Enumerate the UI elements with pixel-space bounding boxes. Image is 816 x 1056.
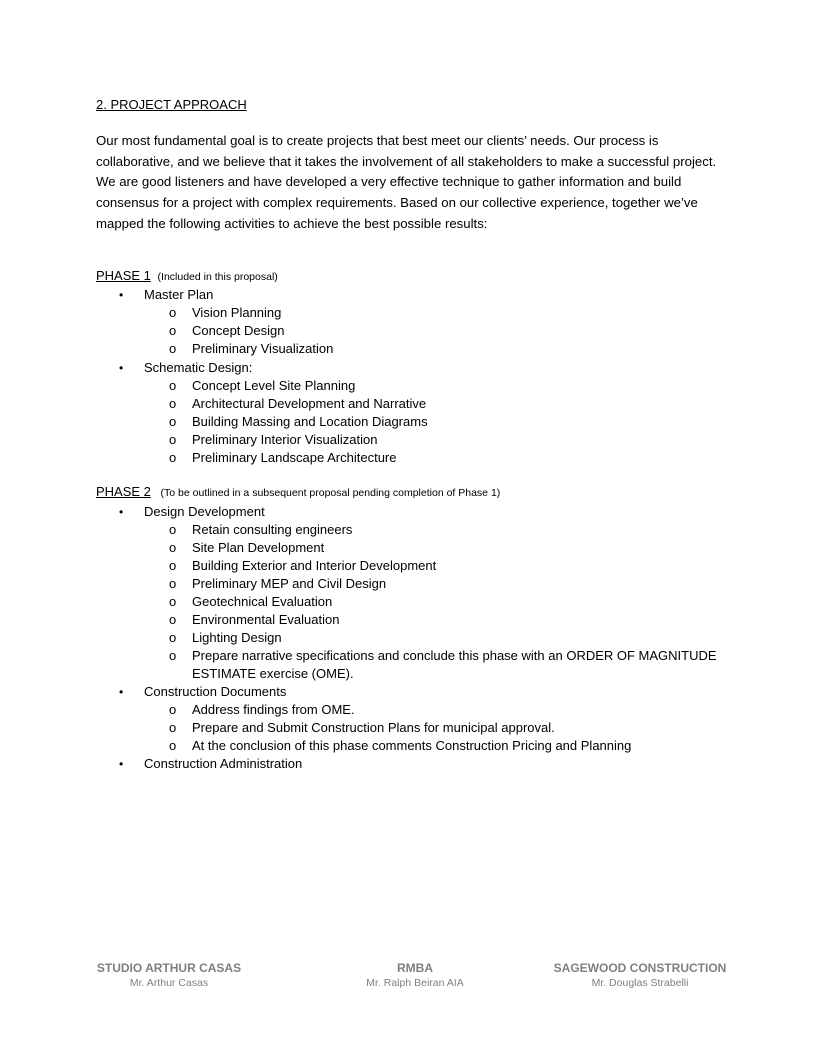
bullet-icon: • [119,288,124,302]
item-label: Design Development [144,504,265,519]
sub-list-item: o Preliminary Visualization [169,341,334,356]
sub-bullet-icon: o [169,630,177,645]
sub-list-item: o Concept Level Site Planning [169,378,356,393]
intro-paragraph: Our most fundamental goal is to create projects that best meet our clients’ needs. Our process is collaborative, and we believe that it takes the involvement of all stakeholders to make a successful project. We are good listeners and have developed a very effective technique to gather information and build consensus for a project with complex requirements. Based on our collective experience, together we’ve mapped the following activities to achieve the best possible results: [96,133,717,231]
sub-bullet-icon: o [169,702,177,717]
sub-list [144,701,726,755]
sub-list-item: o Building Exterior and Interior Development [169,558,437,573]
sub-bullet-icon: o [169,378,177,393]
sub-list-item: o Site Plan Development [169,540,325,555]
sub-bullet-icon: o [169,414,177,429]
sub-bullet-icon: o [169,450,177,465]
item-label: Construction Administration [144,756,303,771]
list-item [96,755,726,773]
phase2-title: PHASE 2 [96,484,151,499]
sub-bullet-icon: o [169,341,177,356]
sub-bullet-icon: o [169,720,177,735]
list-item [96,359,726,467]
phase1-header [96,268,278,283]
sub-bullet-icon: o [169,612,177,627]
bullet-icon: • [119,505,124,519]
sub-list-item: o Prepare narrative specifications and conclude this phase with an ORDER OF MAGNITUDE ESTIMATE exercise (OME). [169,648,717,681]
footer-company-person: Mr. Arthur Casas [129,977,209,989]
sub-list-item: o At the conclusion of this phase comments Construction Pricing and Planning [169,738,632,753]
sub-list-item: o Building Massing and Location Diagrams [169,414,428,429]
sub-bullet-icon: o [169,396,177,411]
sub-list-item: o Architectural Development and Narrative [169,396,427,411]
sub-bullet-icon: o [169,558,177,573]
sub-list-item: o Concept Design [169,323,285,338]
list-item [96,503,726,683]
sub-bullet-icon: o [169,305,177,320]
phase1-note: (Included in this proposal) [157,271,278,283]
sub-bullet-icon: o [169,648,177,663]
phase1-list [96,286,726,467]
sub-bullet-icon: o [169,323,177,338]
list-item [96,683,726,755]
sub-bullet-icon: o [169,576,177,591]
sub-list-item: o Prepare and Submit Construction Plans for municipal approval. [169,720,555,735]
sub-list-item: o Preliminary MEP and Civil Design [169,576,387,591]
item-label: Master Plan [144,287,214,302]
section-heading: 2. PROJECT APPROACH [96,97,247,112]
footer-company-name: RMBA [397,961,433,975]
footer-company-name: SAGEWOOD CONSTRUCTION [553,961,727,975]
phase2-header [96,484,500,499]
phase1-title: PHASE 1 [96,268,151,283]
sub-bullet-icon: o [169,432,177,447]
bullet-icon: • [119,685,124,699]
sub-list [144,377,726,467]
sub-list-item: o Preliminary Interior Visualization [169,432,378,447]
sub-list-item: o Geotechnical Evaluation [169,594,333,609]
footer-company-name: STUDIO ARTHUR CASAS [96,961,242,975]
footer-company-3 [540,960,740,991]
footer-company-2 [315,960,515,991]
sub-bullet-icon: o [169,522,177,537]
footer-company-person: Mr. Douglas Strabelli [591,977,689,989]
sub-list-item: o Preliminary Landscape Architecture [169,450,397,465]
footer-company-person: Mr. Ralph Beiran AIA [366,977,464,989]
sub-bullet-icon: o [169,738,177,753]
item-label: Schematic Design: [144,360,253,375]
sub-bullet-icon: o [169,594,177,609]
sub-list [144,304,726,358]
sub-list-item: o Address findings from OME. [169,702,355,717]
sub-list-item: o Lighting Design [169,630,282,645]
bullet-icon: • [119,361,124,375]
sub-list-item: o Retain consulting engineers [169,522,353,537]
phase2-note: (To be outlined in a subsequent proposal pending completion of Phase 1) [160,487,501,499]
sub-bullet-icon: o [169,540,177,555]
sub-list-item: o Vision Planning [169,305,282,320]
item-label: Construction Documents [144,684,287,699]
sub-list [144,521,726,683]
footer-company-1 [69,960,269,991]
sub-list-item: o Environmental Evaluation [169,612,340,627]
list-item [96,286,726,358]
bullet-icon: • [119,757,124,771]
phase2-list [96,503,726,773]
